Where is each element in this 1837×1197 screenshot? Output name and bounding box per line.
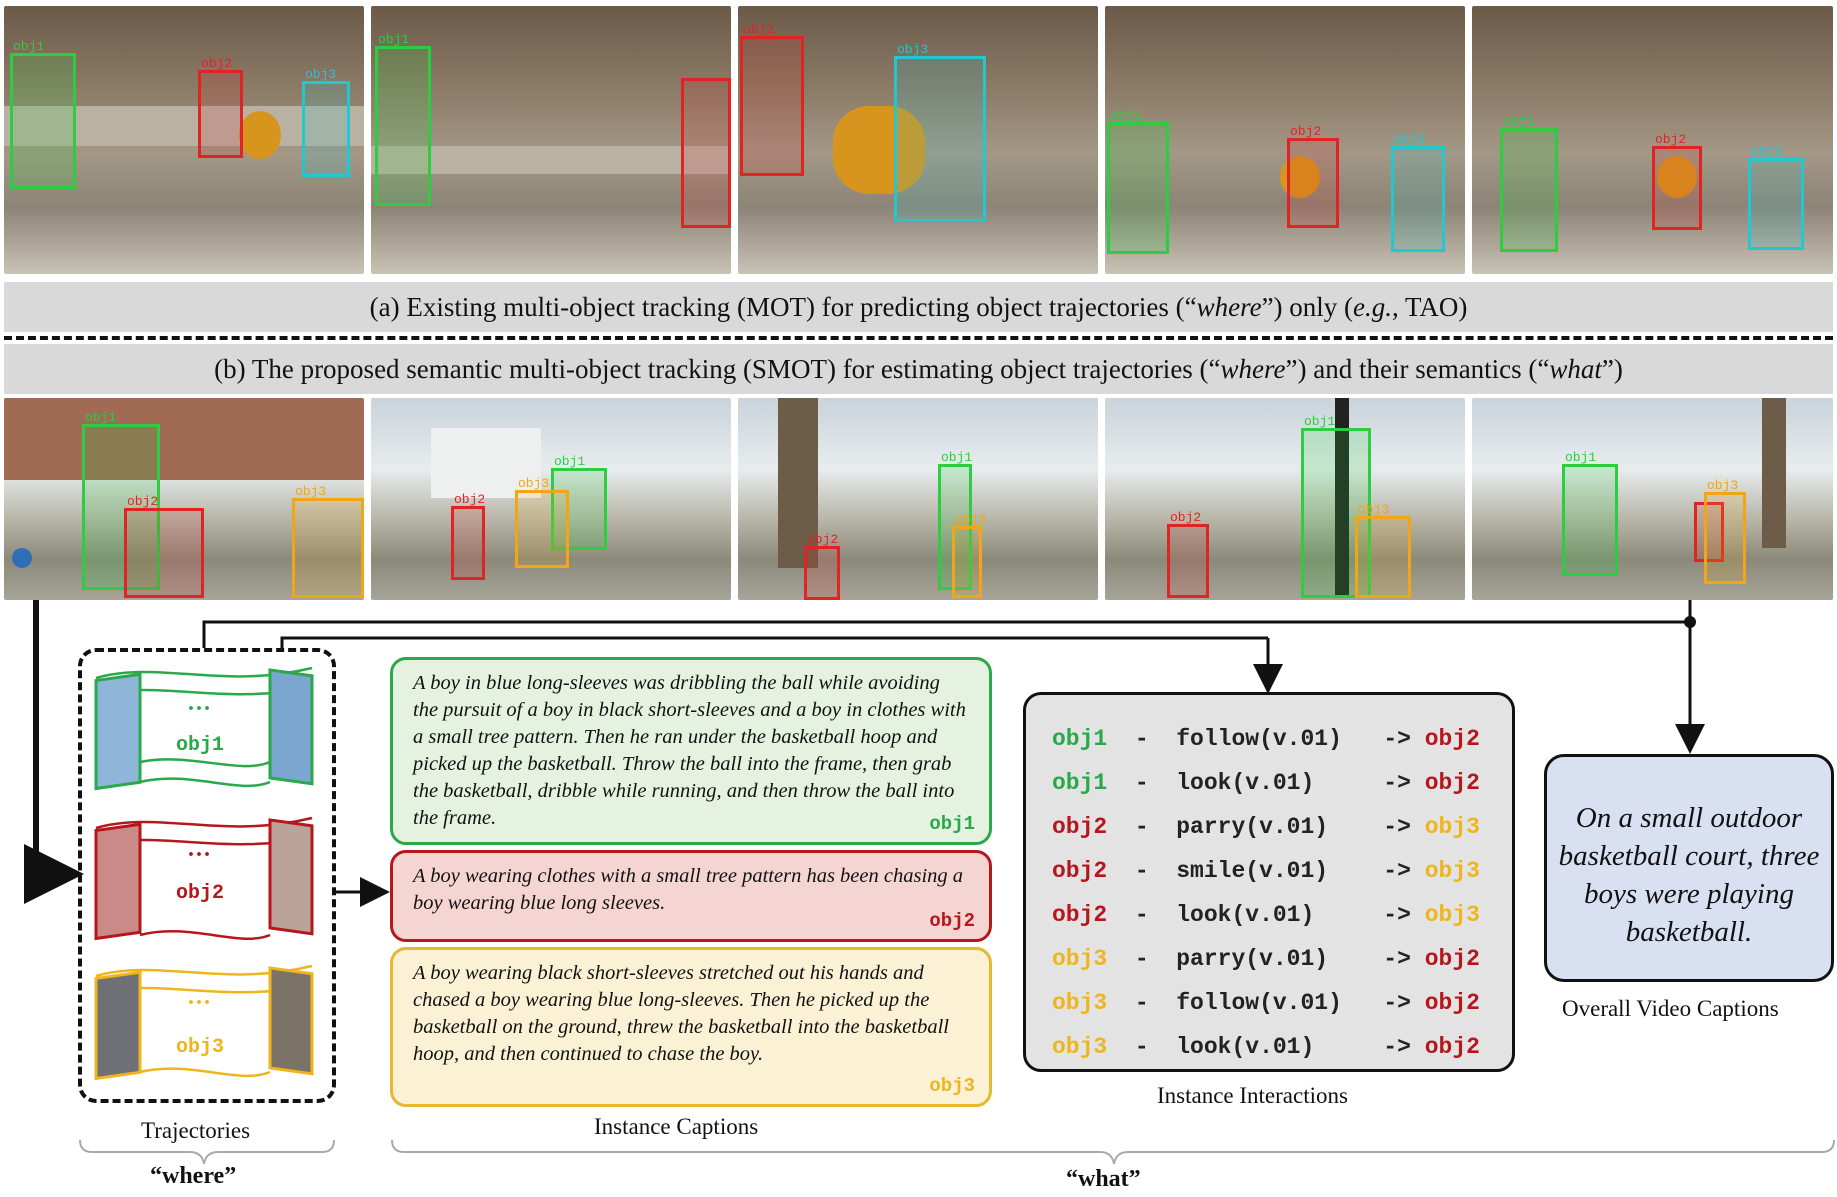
label-overall-video-captions: Overall Video Captions — [1562, 996, 1779, 1021]
traj-obj2-label: obj2 — [176, 882, 225, 905]
banner-mot: (a) Existing multi-object tracking (MOT) for predicting object trajectories (“where”) only (e.g., TAO) — [4, 282, 1833, 332]
overall-video-caption: On a small outdoor basketball court, three boys were playing basketball. — [1544, 754, 1834, 982]
mot-frame-2: obj1 — [371, 6, 731, 274]
traj-obj1-label: obj1 — [176, 734, 225, 757]
caption-obj-label: obj1 — [929, 813, 975, 835]
smot-frame-1: obj1 obj2 obj3 — [4, 398, 364, 600]
mot-frame-5: obj1 obj2 obj3 — [1472, 6, 1833, 274]
label-trajectories: Trajectories — [141, 1118, 251, 1143]
caption-text: A boy wearing clothes with a small tree pattern has been chasing a boy wearing blue long sleeves. — [413, 865, 964, 914]
traj-obj3-dots: ... — [188, 984, 212, 1010]
label-where: “where” — [150, 1163, 237, 1189]
traj-obj3-label: obj3 — [176, 1036, 225, 1059]
smot-frame-3: obj1 obj2 obj3 — [738, 398, 1098, 600]
caption-obj-label: obj2 — [929, 910, 975, 932]
mot-frame-3: obj2 obj3 — [738, 6, 1098, 274]
caption-obj-label: obj3 — [929, 1075, 975, 1097]
caption-text: A boy in blue long-sleeves was dribbling the ball while avoiding the pursuit of a boy in black short-sleeves and a boy in clothes with a small tree pattern. Then he ran under the basketball hoop and picked up the basketball. Throw the ball into the frame, then grab the basketball, dribble while running, and then throw the ball into the frame. — [413, 672, 966, 829]
instance-caption-obj1 — [390, 657, 992, 845]
interaction-row: obj3 - look(v.01) -> obj2 — [1052, 1034, 1480, 1060]
interaction-row: obj1 - follow(v.01) -> obj2 — [1052, 726, 1480, 752]
mot-frame-4: obj1 obj2 obj3 — [1105, 6, 1465, 274]
interaction-row: obj2 - smile(v.01) -> obj3 — [1052, 858, 1480, 884]
banner-smot: (b) The proposed semantic multi-object tracking (SMOT) for estimating object trajectories (“where”) and their semantics (“what”) — [4, 344, 1833, 394]
mot-frame-1: obj1 obj2 obj3 — [4, 6, 364, 274]
instance-caption-obj3 — [390, 947, 992, 1107]
label-instance-interactions: Instance Interactions — [1157, 1083, 1348, 1108]
interaction-row: obj3 - follow(v.01) -> obj2 — [1052, 990, 1480, 1016]
caption-text: A boy wearing black short-sleeves stretched out his hands and chased a boy wearing blue long-sleeves. Then he picked up the basketball on the ground, threw the basketball into the basketball hoop, and then continued to chase the boy. — [413, 962, 949, 1065]
traj-obj1-dots: ... — [188, 690, 212, 716]
instance-caption-obj2 — [390, 850, 992, 942]
interaction-row: obj1 - look(v.01) -> obj2 — [1052, 770, 1480, 796]
label-instance-captions: Instance Captions — [594, 1114, 759, 1139]
interaction-row: obj3 - parry(v.01) -> obj2 — [1052, 946, 1480, 972]
instance-interactions-panel — [1023, 692, 1515, 1072]
smot-frame-4: obj1 obj2 obj3 — [1105, 398, 1465, 600]
interaction-row: obj2 - look(v.01) -> obj3 — [1052, 902, 1480, 928]
smot-frame-2: obj1 obj2 obj3 — [371, 398, 731, 600]
label-what: “what” — [1066, 1166, 1141, 1192]
smot-frame-5: obj1 obj3 — [1472, 398, 1833, 600]
traj-obj2-dots: ... — [188, 836, 212, 862]
interaction-row: obj2 - parry(v.01) -> obj3 — [1052, 814, 1480, 840]
